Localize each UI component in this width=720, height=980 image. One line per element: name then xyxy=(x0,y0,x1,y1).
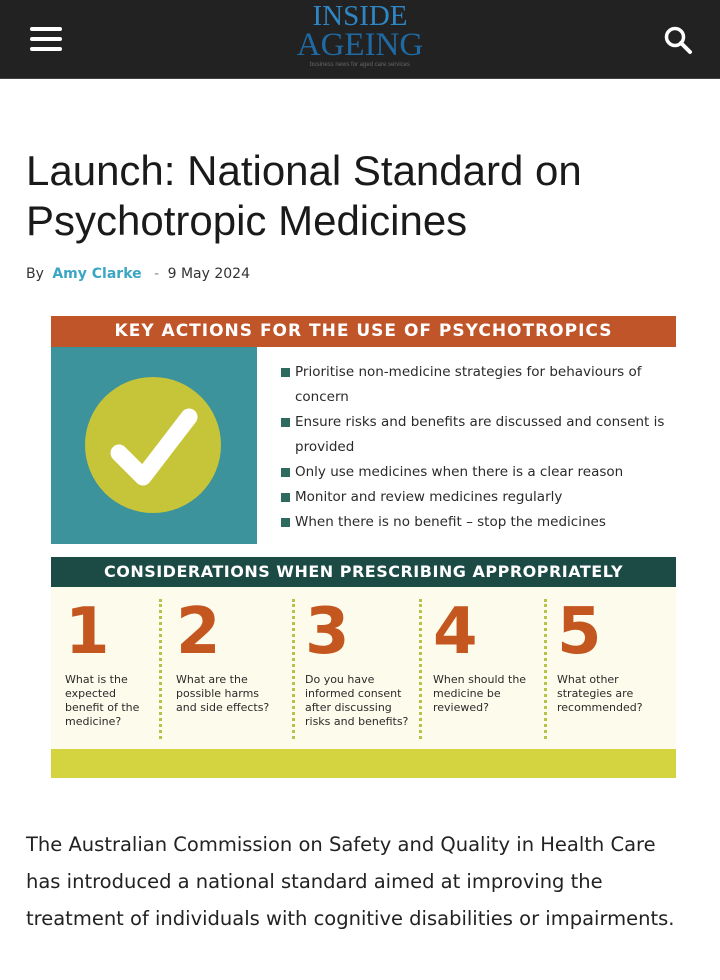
publish-date: 9 May 2024 xyxy=(167,266,250,282)
logo-line1: INSIDE xyxy=(312,0,408,32)
considerations-panel xyxy=(51,587,676,749)
square-bullet-icon xyxy=(281,493,290,502)
square-bullet-icon xyxy=(281,368,290,377)
consideration-number: 4 xyxy=(433,595,478,669)
consideration-question: When should the medicine be reviewed? xyxy=(433,673,527,714)
byline-prefix: By xyxy=(26,266,44,282)
consideration-item xyxy=(65,595,155,729)
consideration-number: 1 xyxy=(65,595,110,669)
key-actions-list xyxy=(281,360,676,535)
square-bullet-icon xyxy=(281,518,290,527)
consideration-item xyxy=(557,595,661,715)
search-button[interactable] xyxy=(662,24,694,56)
dotted-divider xyxy=(544,599,547,739)
square-bullet-icon xyxy=(281,418,290,427)
key-action-item: When there is no benefit – stop the medicines xyxy=(281,510,676,535)
key-action-item: Monitor and review medicines regularly xyxy=(281,485,676,510)
logo-line2: AGEING xyxy=(296,27,424,63)
dotted-divider xyxy=(419,599,422,739)
consideration-item xyxy=(433,595,529,715)
checkmark-panel xyxy=(51,347,257,544)
key-actions-header: KEY ACTIONS FOR THE USE OF PSYCHOTROPICS xyxy=(51,316,676,347)
article-body-paragraph: The Australian Commission on Safety and Quality in Health Care has introduced a national standard aimed at improving the treatment of individuals with cognitive disabilities or impairments. xyxy=(26,833,675,930)
checkmark-circle xyxy=(85,377,221,513)
search-icon xyxy=(662,24,694,56)
key-action-item: Prioritise non-medicine strategies for behaviours of concern xyxy=(281,360,676,410)
article-title: Launch: National Standard on Psychotropic Medicines xyxy=(26,147,582,244)
dotted-divider xyxy=(159,599,162,739)
consideration-number: 3 xyxy=(305,595,350,669)
key-action-item: Only use medicines when there is a clear reason xyxy=(281,460,676,485)
consideration-number: 5 xyxy=(557,595,602,669)
article-byline xyxy=(26,266,250,282)
author-link[interactable]: Amy Clarke xyxy=(52,266,142,282)
consideration-question: What are the possible harms and side effects? xyxy=(176,673,270,714)
footer-color-bar xyxy=(51,749,676,778)
dotted-divider xyxy=(292,599,295,739)
site-logo[interactable] xyxy=(280,2,440,76)
consideration-item xyxy=(176,595,276,715)
consideration-question: What other strategies are recommended? xyxy=(557,673,643,714)
consideration-question: What is the expected benefit of the medicine? xyxy=(65,673,140,728)
consideration-question: Do you have informed consent after discussing risks and benefits? xyxy=(305,673,409,728)
top-navigation-bar xyxy=(0,0,720,79)
consideration-number: 2 xyxy=(176,595,221,669)
square-bullet-icon xyxy=(281,468,290,477)
byline-separator: - xyxy=(154,266,160,282)
hamburger-menu-button[interactable] xyxy=(28,25,64,53)
key-action-item: Ensure risks and benefits are discussed and consent is provided xyxy=(281,410,676,460)
checkmark-icon xyxy=(85,377,221,513)
psychotropics-infographic xyxy=(51,316,676,778)
menu-line-icon xyxy=(30,37,62,41)
menu-line-icon xyxy=(30,27,62,31)
consideration-item xyxy=(305,595,413,729)
menu-line-icon xyxy=(30,47,62,51)
considerations-header: CONSIDERATIONS WHEN PRESCRIBING APPROPRIATELY xyxy=(51,557,676,587)
logo-tagline: business news for aged care services xyxy=(309,62,411,68)
